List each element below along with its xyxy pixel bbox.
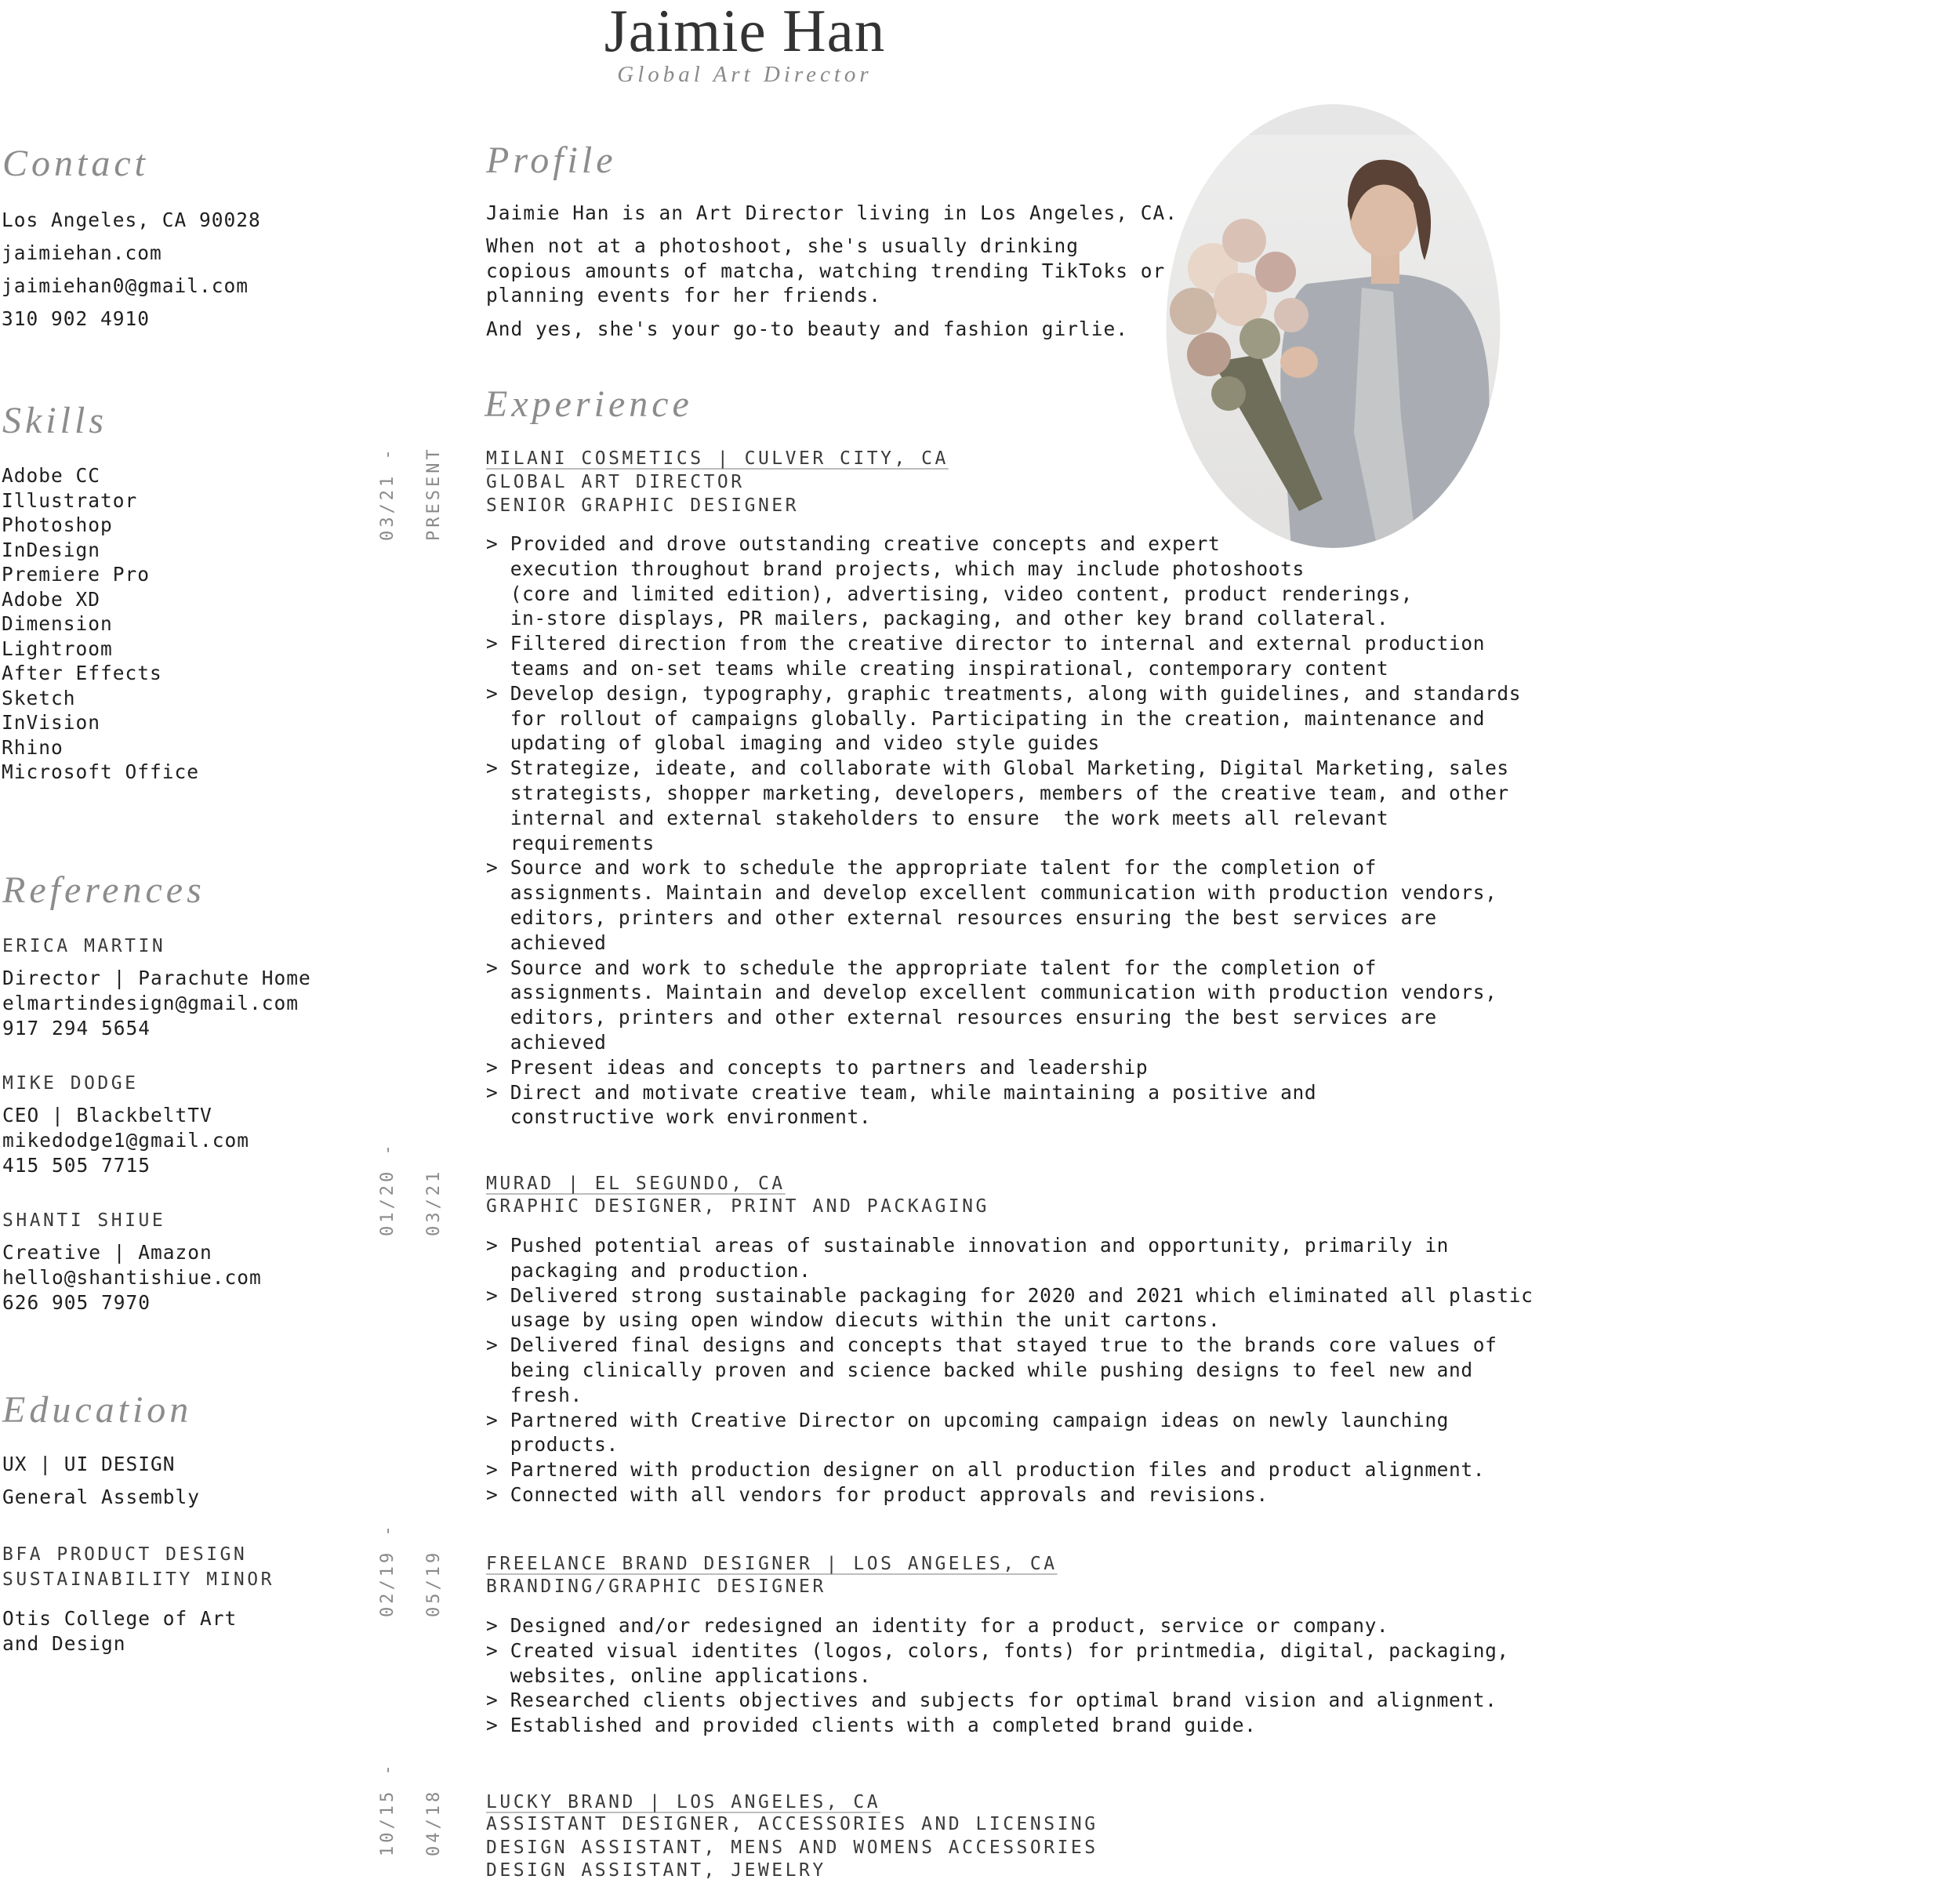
reference-name: MIKE DODGE [2, 1073, 139, 1094]
job-dates: 10/15 - [378, 1761, 397, 1856]
contact-website: jaimiehan.com [2, 241, 162, 264]
job-dates: 01/20 - [378, 1141, 397, 1236]
skill-item: Dimension [2, 612, 113, 635]
reference-email: elmartindesign@gmail.com [2, 992, 299, 1014]
skill-item: Microsoft Office [2, 760, 200, 783]
profile-paragraph: And yes, she's your go-to beauty and fashion girlie. [486, 317, 1129, 340]
job-company: LUCKY BRAND | LOS ANGELES, CA [486, 1792, 881, 1812]
contact-phone: 310 902 4910 [2, 307, 151, 330]
education-program: UX | UI DESIGN [2, 1453, 176, 1475]
reference-role: Director | Parachute Home [2, 967, 311, 989]
job-roles: GRAPHIC DESIGNER, PRINT AND PACKAGING [486, 1196, 989, 1217]
job-company: MILANI COSMETICS | CULVER CITY, CA [486, 448, 949, 469]
portrait-photo-icon [1166, 103, 1501, 549]
job-dates-end: 05/19 [424, 1549, 444, 1617]
profile-paragraph: When not at a photoshoot, she's usually drinking copious amounts of matcha, watching trending TikToks or planning events for her friends. [486, 234, 1166, 307]
resume-title: Global Art Director [617, 62, 873, 87]
job-roles: ASSISTANT DESIGNER, ACCESSORIES AND LICENSING DESIGN ASSISTANT, MENS AND WOMENS ACCESSORIES DESIGN ASSISTANT, JEWELRY [486, 1814, 1098, 1881]
education-program: BFA PRODUCT DESIGN SUSTAINABILITY MINOR [2, 1544, 274, 1590]
skill-item: InDesign [2, 538, 101, 561]
education-school: Otis College of Art and Design [2, 1607, 238, 1655]
contact-heading: Contact [2, 143, 149, 184]
skills-heading: Skills [2, 400, 107, 441]
reference-email: hello@shantishiue.com [2, 1266, 262, 1289]
job-dates: 02/19 - [378, 1522, 397, 1617]
reference-phone: 626 905 7970 [2, 1291, 151, 1314]
education-school: General Assembly [2, 1486, 201, 1508]
job-company: FREELANCE BRAND DESIGNER | LOS ANGELES, CA [486, 1554, 1058, 1574]
resume-name: Jaimie Han [604, 0, 886, 64]
reference-name: ERICA MARTIN [2, 936, 166, 956]
job-bullets: > Provided and drove outstanding creative concepts and expert execution throughout brand projects, which may include photoshoots (core and limited edition), advertising, video content, product renderings, in-store displays, PR mailers, packaging, and other key brand collateral. > Filtered direction from the creative director to internal and external production teams and on-set teams while creating inspirational, contemporary content > Develop design, typography, graphic treatments, along with guidelines, and standards for rollout of campaigns globally. Participating in the creation, maintenance and updating of global imaging and video style guides > Strategize, ideate, and collaborate with Global Marketing, Digital Marketing, sales strategists, shopper marketing, developers, members of the creative team, and other internal and external stakeholders to ensure the work meets all relevant requirements > Source and work to schedule the appropriate talent for the completion of assignments. Maintain and develop excellent communication with production vendors, editors, printers and other external resources ensuring the best services are achieved > Source and work to schedule the appropriate talent for the completion of assignments. Maintain and develop excellent communication with production vendors, editors, printers and other external resources ensuring the best services are achieved > Present ideas and concepts to partners and leadership > Direct and motivate creative team, while maintaining a positive and constructive work environment. [486, 532, 1522, 1129]
skill-item: After Effects [2, 662, 162, 684]
skill-item: Illustrator [2, 488, 138, 512]
skill-item: Adobe CC [2, 464, 101, 487]
contact-email: jaimiehan0@gmail.com [2, 274, 249, 297]
job-dates: 03/21 - [378, 446, 397, 541]
job-dates-end: 03/21 [424, 1168, 444, 1236]
job-roles: GLOBAL ART DIRECTOR SENIOR GRAPHIC DESIGNER [486, 472, 799, 516]
job-dates-end: PRESENT [424, 446, 444, 541]
job-dates-end: 04/18 [424, 1788, 444, 1856]
references-heading: References [2, 869, 205, 911]
contact-address: Los Angeles, CA 90028 [2, 209, 261, 231]
job-roles: BRANDING/GRAPHIC DESIGNER [486, 1576, 826, 1597]
reference-phone: 415 505 7715 [2, 1154, 151, 1177]
skill-item: InVision [2, 711, 101, 734]
reference-email: mikedodge1@gmail.com [2, 1129, 250, 1152]
experience-heading: Experience [485, 383, 693, 425]
job-bullets: > Designed and/or redesigned an identity for a product, service or company. > Created visual identites (logos, colors, fonts) for printmedia, digital, packaging, websites, online applications. > Researched clients objectives and subjects for optimal brand vision and alignment. > Established and provided clients with a completed brand guide. [486, 1614, 1509, 1737]
skill-item: Adobe XD [2, 587, 101, 611]
skill-item: Lightroom [2, 637, 113, 660]
skill-item: Sketch [2, 686, 76, 709]
job-company: MURAD | EL SEGUNDO, CA [486, 1174, 786, 1194]
reference-name: SHANTI SHIUE [2, 1210, 166, 1231]
skill-item: Photoshop [2, 513, 113, 536]
skill-item: Rhino [2, 735, 64, 759]
job-bullets: > Pushed potential areas of sustainable innovation and opportunity, primarily in packaging and production. > Delivered strong sustainable packaging for 2020 and 2021 which eliminated all plastic usage by using open window diecuts within the unit cartons. > Delivered final designs and concepts that stayed true to the brands core values of being clinically proven and science backed while pushing designs to feel new and fresh. > Partnered with Creative Director on upcoming campaign ideas on newly launching products. > Partnered with production designer on all production files and product alignment. > Connected with all vendors for product approvals and revisions. [486, 1234, 1534, 1506]
skill-item: Premiere Pro [2, 563, 151, 586]
reference-role: CEO | BlackbeltTV [2, 1104, 212, 1127]
reference-role: Creative | Amazon [2, 1241, 212, 1264]
profile-paragraph: Jaimie Han is an Art Director living in Los Angeles, CA. [486, 201, 1178, 224]
education-heading: Education [2, 1389, 193, 1431]
profile-heading: Profile [486, 140, 617, 181]
reference-phone: 917 294 5654 [2, 1017, 151, 1039]
skills-list [2, 463, 199, 785]
